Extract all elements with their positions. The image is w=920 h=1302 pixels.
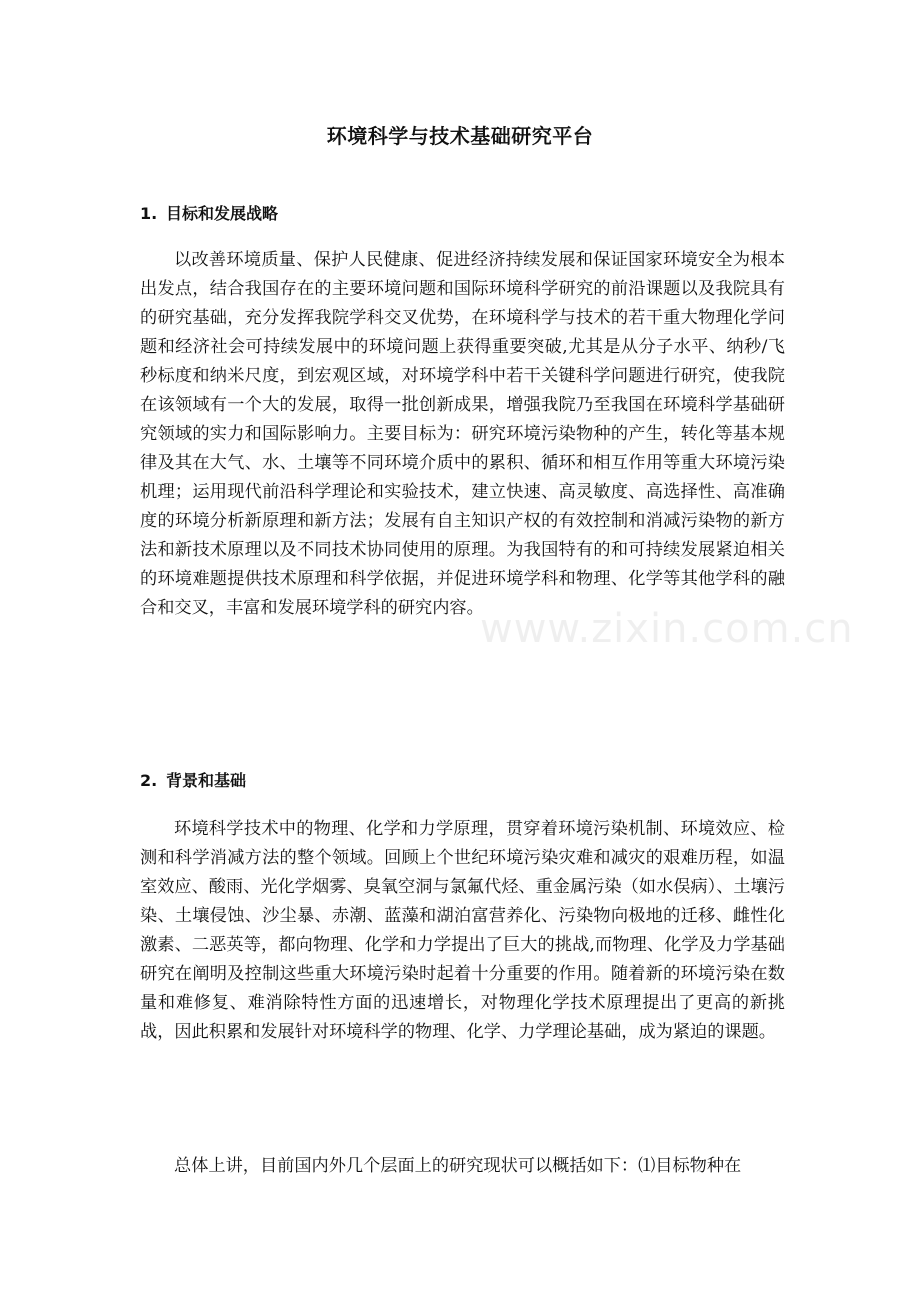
paragraph-goals: 以改善环境质量、保护人民健康、促进经济持续发展和保证国家环境安全为根本出发点，结合我国存在的主要环境问题和国际环境科学研究的前沿课题以及我院具有的研究基础，充分发挥我院学科交叉优势，在环境科学与技术的若干重大物理化学问题和经济社会可持续发展中的环境问题上获得重要突破,尤其是从分子水平、纳秒/飞秒标度和纳米尺度，到宏观区域，对环境学科中若干关键科学问题进行研究，使我院在该领域有一个大的发展，取得一批创新成果，增强我院乃至我国在环境科学基础研究领域的实力和国际影响力。主要目标为：研究环境污染物种的产生，转化等基本规律及其在大气、水、土壤等不同环境介质中的累积、循环和相互作用等重大环境污染机理；运用现代前沿科学理论和实验技术，建立快速、高灵敏度、高选择性、高准确度的环境分析新原理和新方法；发展有自主知识产权的有效控制和消减污染物的新方法和新技术原理以及不同技术协同使用的原理。为我国特有的和可持续发展紧迫相关的环境难题提供技术原理和科学依据，并促进环境学科和物理、化学等其他学科的融合和交叉，丰富和发展环境学科的研究内容。	[140, 250, 785, 618]
section-number: 1.	[140, 204, 158, 223]
section-heading-text: 背景和基础	[166, 771, 247, 790]
section-number: 2.	[140, 771, 158, 790]
section-heading-goals	[140, 202, 278, 226]
watermark: www.zixin.com.cn	[480, 606, 854, 652]
paragraph-background: 环境科学技术中的物理、化学和力学原理，贯穿着环境污染机制、环境效应、检测和科学消减方法的整个领域。回顾上个世纪环境污染灾难和减灾的艰难历程，如温室效应、酸雨、光化学烟雾、臭氧空洞与氯氟代烃、重金属污染（如水俣病）、土壤污染、土壤侵蚀、沙尘暴、赤潮、蓝藻和湖泊富营养化、污染物向极地的迁移、雌性化激素、二恶英等，都向物理、化学和力学提出了巨大的挑战,而物理、化学及力学基础研究在阐明及控制这些重大环境污染时起着十分重要的作用。随着新的环境污染在数量和难修复、难消除特性方面的迅速增长，对物理化学技术原理提出了更高的新挑战，因此积累和发展针对环境科学的物理、化学、力学理论基础，成为紧迫的课题。	[140, 819, 785, 1042]
paragraph-summary: 总体上讲，目前国内外几个层面上的研究现状可以概括如下：⑴目标物种在	[174, 1156, 742, 1176]
section-heading-background	[140, 769, 246, 793]
document-title: 环境科学与技术基础研究平台	[326, 124, 594, 148]
section-heading-text: 目标和发展战略	[166, 204, 279, 223]
